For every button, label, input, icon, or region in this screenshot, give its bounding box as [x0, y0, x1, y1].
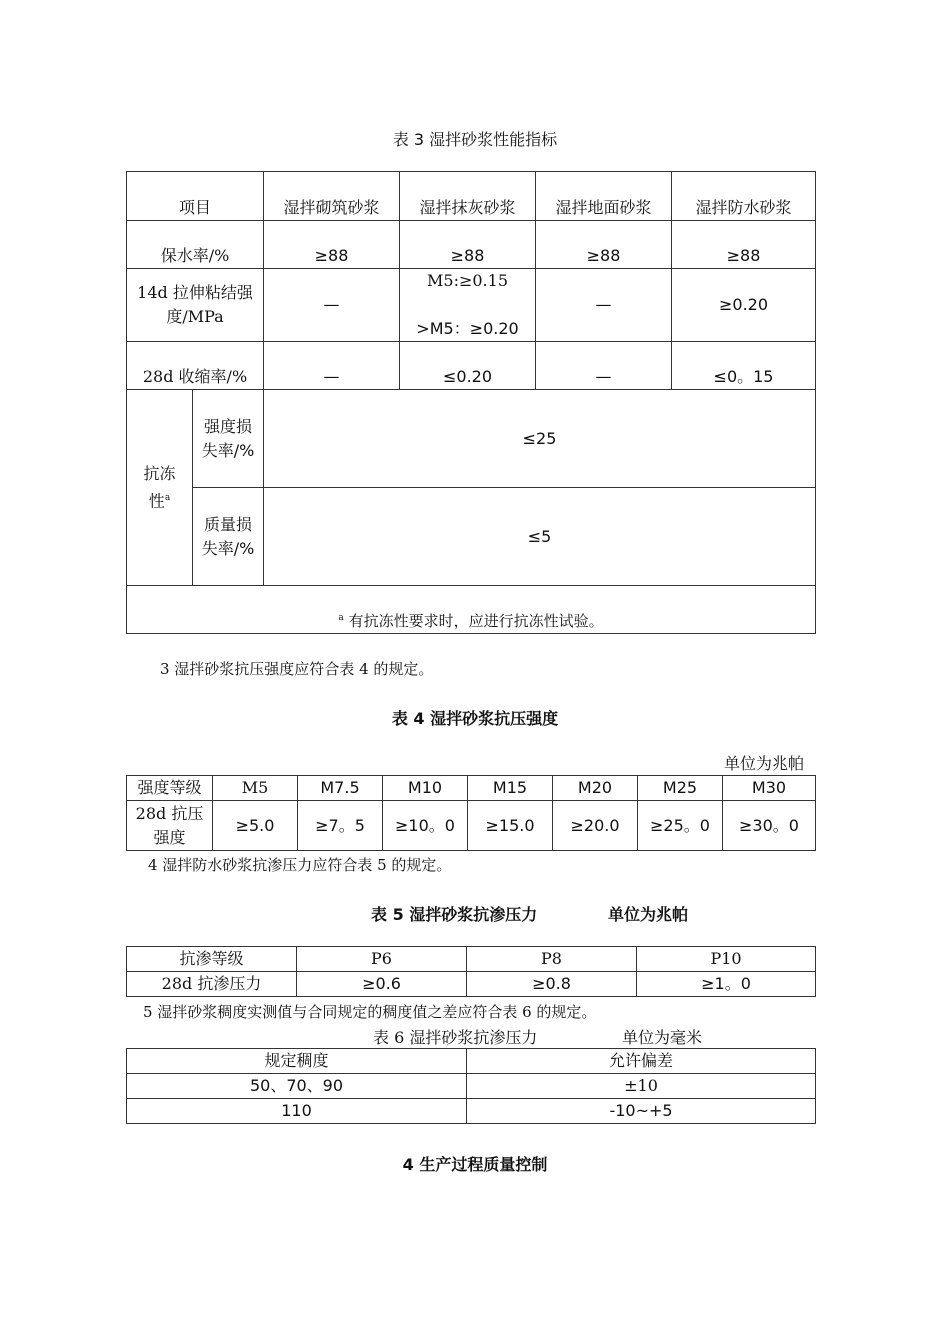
- table3-row-shrink: [127, 342, 816, 390]
- table3-header-row: [127, 172, 816, 221]
- cell: ≥0.20: [672, 269, 816, 342]
- table3-row-frost-mass: [127, 488, 816, 586]
- row-label: 28d 收缩率/%: [127, 342, 264, 390]
- cell: 110: [127, 1099, 467, 1124]
- footnote-text: 有抗冻性要求时，应进行抗冻性试验。: [348, 612, 604, 630]
- header-cell: P8: [467, 947, 637, 972]
- cell: ≥5.0: [213, 801, 298, 851]
- cell: -10~+5: [467, 1099, 816, 1124]
- table3-row-water: [127, 221, 816, 269]
- table5-data-row: [127, 972, 816, 997]
- table6-header-row: [127, 1049, 816, 1074]
- header-cell: M15: [468, 776, 553, 801]
- header-cell: 湿拌地面砂浆: [536, 172, 672, 221]
- header-cell: 抗渗等级: [127, 947, 297, 972]
- table3-caption: 表 3 湿拌砂浆性能指标: [392, 130, 558, 149]
- table4-data-row: [127, 801, 816, 851]
- cell: ≤0。15: [672, 342, 816, 390]
- frost-footnote-mark: a: [164, 492, 171, 503]
- mass-loss-value: ≤5: [264, 488, 816, 586]
- cell: ≥1。0: [637, 972, 816, 997]
- table6-unit: 单位为毫米: [622, 1028, 703, 1047]
- frost-label-text: 抗冻性: [143, 463, 176, 511]
- cell: ≤0.20: [400, 342, 536, 390]
- cell: ≥15.0: [468, 801, 553, 851]
- mass-loss-label: 质量损失率/%: [193, 488, 264, 586]
- row-label: 14d 拉伸粘结强度/MPa: [127, 269, 264, 342]
- cell: —: [536, 269, 672, 342]
- table6-row: [127, 1099, 816, 1124]
- table5: [126, 946, 816, 997]
- header-cell: M7.5: [298, 776, 383, 801]
- cell: ≥0.6: [297, 972, 467, 997]
- table5-header-row: [127, 947, 816, 972]
- table3-footnote-row: [127, 586, 816, 634]
- table4-caption: 表 4 湿拌砂浆抗压强度: [391, 709, 559, 728]
- header-cell: M10: [383, 776, 468, 801]
- paragraph-5: 5 湿拌砂浆稠度实测值与合同规定的稠度值之差应符合表 6 的规定。: [143, 1003, 597, 1021]
- table4: [126, 775, 816, 851]
- cell: ≥88: [400, 221, 536, 269]
- cell: ≥88: [264, 221, 400, 269]
- cell: ≥30。0: [723, 801, 816, 851]
- table5-unit: 单位为兆帕: [608, 905, 689, 924]
- header-cell: 项目: [127, 172, 264, 221]
- header-cell: 规定稠度: [127, 1049, 467, 1074]
- cell: ≥7。5: [298, 801, 383, 851]
- plaster-bond-line1: M5:≥0.15: [427, 271, 508, 290]
- paragraph-4: 4 湿拌防水砂浆抗渗压力应符合表 5 的规定。: [148, 856, 452, 874]
- paragraph-3: 3 湿拌砂浆抗压强度应符合表 4 的规定。: [160, 660, 434, 678]
- header-cell: 湿拌防水砂浆: [672, 172, 816, 221]
- header-cell: M5: [213, 776, 298, 801]
- header-cell: P6: [297, 947, 467, 972]
- table3-row-frost-strength: [127, 390, 816, 488]
- table4-unit: 单位为兆帕: [724, 754, 805, 773]
- table6-row: [127, 1074, 816, 1099]
- plaster-bond-line2: >M5：≥0.20: [416, 319, 519, 338]
- table3-footnote: [127, 586, 816, 634]
- row-label: 28d 抗压强度: [127, 801, 213, 851]
- cell: ≥25。0: [638, 801, 723, 851]
- row-label: 保水率/%: [127, 221, 264, 269]
- header-cell: M25: [638, 776, 723, 801]
- header-cell: P10: [637, 947, 816, 972]
- table4-header-row: [127, 776, 816, 801]
- header-cell: M20: [553, 776, 638, 801]
- header-cell: 湿拌抹灰砂浆: [400, 172, 536, 221]
- cell: ≥88: [536, 221, 672, 269]
- cell: ≥0.8: [467, 972, 637, 997]
- cell: ≥20.0: [553, 801, 638, 851]
- cell: —: [264, 342, 400, 390]
- section-heading: 4 生产过程质量控制: [402, 1155, 548, 1174]
- strength-loss-value: ≤25: [264, 390, 816, 488]
- cell: ≥88: [672, 221, 816, 269]
- cell: —: [536, 342, 672, 390]
- table3-row-bond: [127, 269, 816, 342]
- header-cell: M30: [723, 776, 816, 801]
- frost-label: [127, 390, 193, 586]
- row-label: 28d 抗渗压力: [127, 972, 297, 997]
- header-cell: 强度等级: [127, 776, 213, 801]
- cell: —: [264, 269, 400, 342]
- table6: [126, 1048, 816, 1124]
- footnote-mark: a: [338, 613, 344, 623]
- cell: 50、70、90: [127, 1074, 467, 1099]
- table3: [126, 171, 816, 634]
- strength-loss-label: 强度损失率/%: [193, 390, 264, 488]
- cell: ≥10。0: [383, 801, 468, 851]
- header-cell: 允许偏差: [467, 1049, 816, 1074]
- table5-caption: 表 5 湿拌砂浆抗渗压力: [371, 905, 538, 924]
- cell: [400, 269, 536, 342]
- table6-caption: 表 6 湿拌砂浆抗渗压力: [373, 1028, 538, 1047]
- header-cell: 湿拌砌筑砂浆: [264, 172, 400, 221]
- cell: ±10: [467, 1074, 816, 1099]
